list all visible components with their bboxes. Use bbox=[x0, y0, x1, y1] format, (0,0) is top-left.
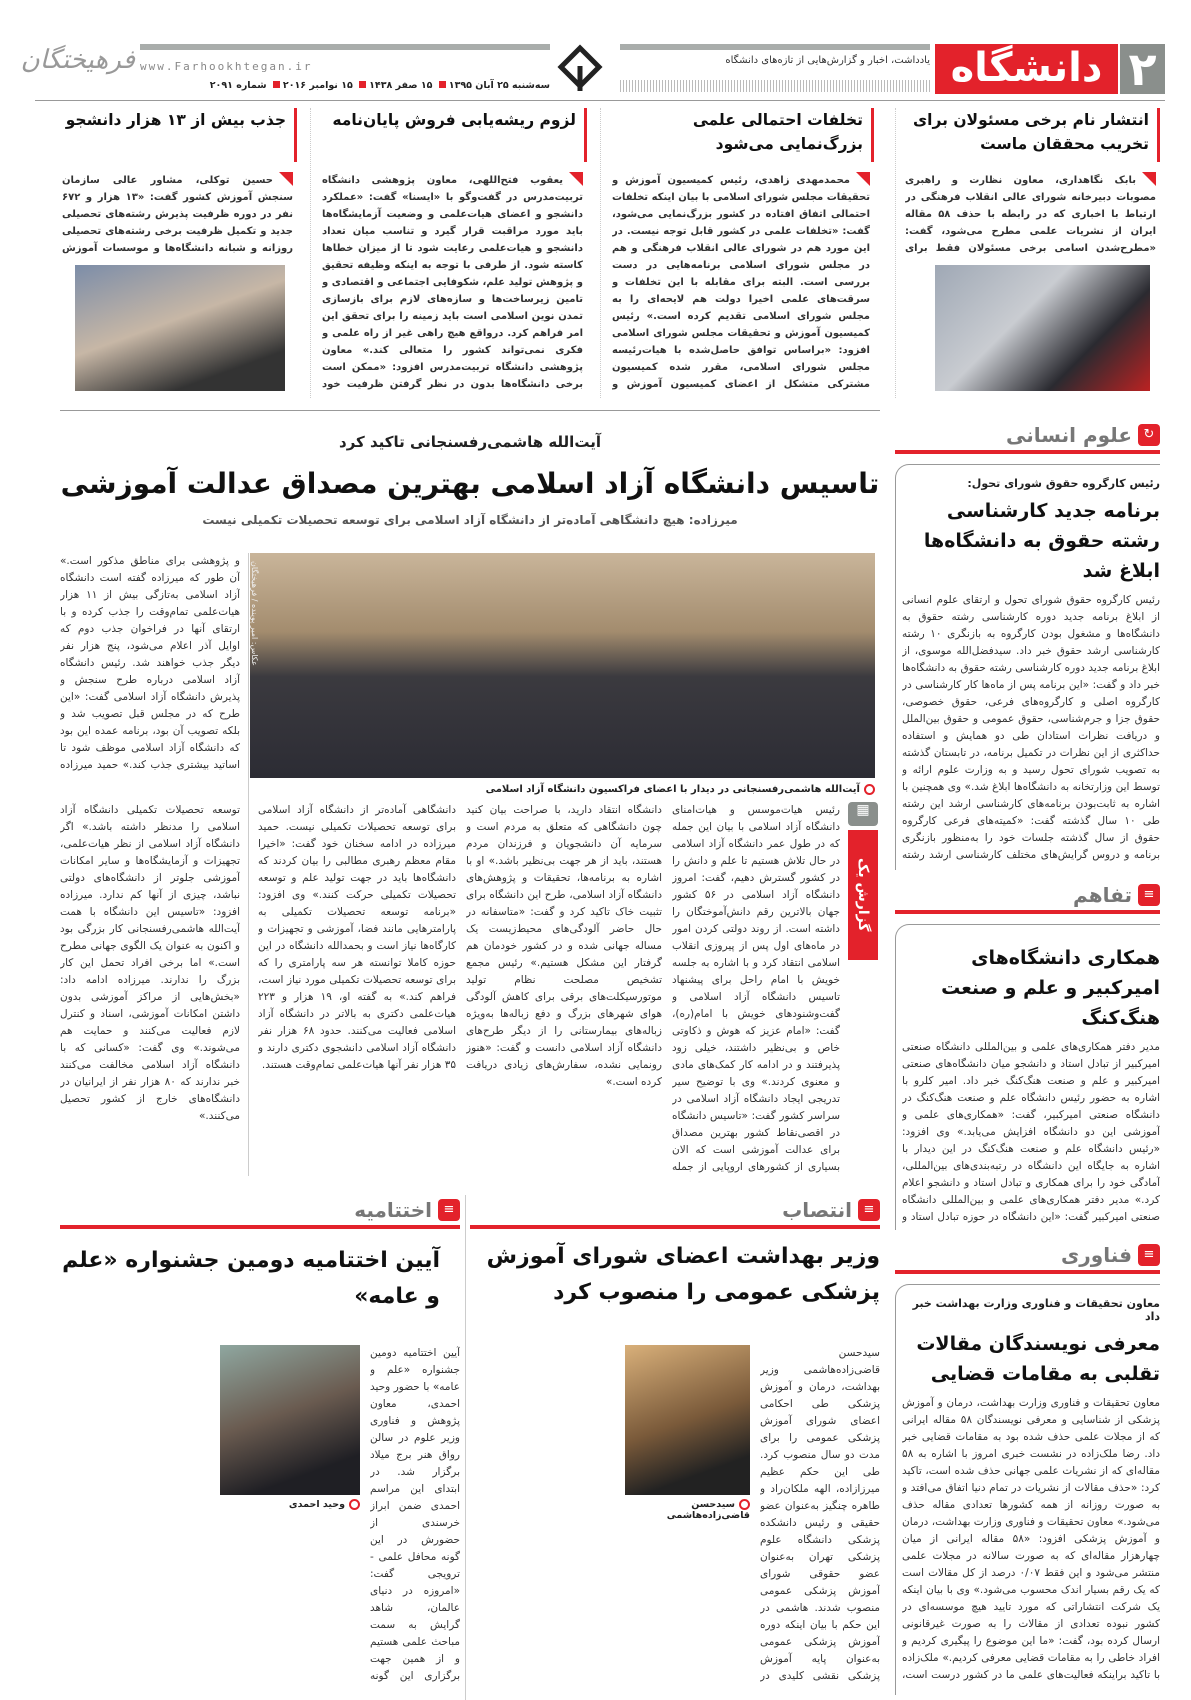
sidebar-technology bbox=[895, 1240, 1160, 1695]
top-story-title: جذب بیش از ۱۳ هزار دانشجو bbox=[62, 108, 297, 162]
header-divider bbox=[35, 100, 1165, 101]
issue-date bbox=[140, 80, 550, 91]
story-body-col1: سیدحسن قاضی‌زاده‌هاشمی وزیر بهداشت، درمان و آموزش پزشکی طی احکامی اعضای شورای آموزش پزشکی عمومی را برای مدت دو سال منصوب کرد. طی این حکم عظیم میرزازاده، الهه ملکان‌راد و طاهره چنگیز به‌عنوان عضو حقیقی و رئیس دانشکده پزشکی دانشگاه علوم پزشکی تهران به‌عنوان عضو حقوقی شورای آموزش پزشکی عمومی منصوب شدند. هاشمی در این حکم با بیان اینکه دوره آموزش پزشکی عمومی به‌عنوان پایه آموزش پزشکی نقشی کلیدی در bbox=[760, 1347, 880, 1682]
main-photo bbox=[250, 553, 875, 778]
chat-icon: ≡ bbox=[1138, 1244, 1160, 1266]
issue-number: شماره ۲۰۹۱ bbox=[209, 80, 267, 91]
top-story-lead: محمدمهدی زاهدی، رئیس کمیسیون آموزش و تحقیقات مجلس شورای اسلامی با بیان اینکه تخلفات احتمالی اتفاق افتاده در کشور بزرگ‌نمایی می‌شود، گفت: «تخلفات علمی در کشور قابل توجه نیست. در این مورد هم در شورای عالی انقلاب فرهنگی و هم در مجلس شورای اسلامی برنامه‌هایی در دست بررسی است. البته برای مقابله با این تخلفات و سرقت‌های علمی اخیرا دولت هم لایحه‌ای را به مجلس شورای اسلامی تقدیم کرده است.» رئیس کمیسیون آموزش و تحقیقات مجلس شورای اسلامی افزود: «براساس توافق حاصل‌شده با هیات‌رئیسه مجلس شورای اسلامی، مقرر شده کمیسیون مشترکی متشکل از اعضای کمیسیون آموزش و bbox=[612, 172, 874, 393]
top-story-lead: بابک نگاهداری، معاون نظارت و راهبری مصوبات دبیرخانه شورای عالی انقلاب فرهنگی در ارتباط با اخباری که در رابطه با حذف ۵۸ مقاله ایران از نشریات علمی مطرح می‌شود، گفت: «مطرح‌شدن اسامی برخی مسئولان فقط برای bbox=[905, 172, 1160, 257]
story-title: آیین اختتامیه دومین جشنواره «علم و عامه» bbox=[62, 1248, 440, 1309]
section-label: تفاهم bbox=[1073, 883, 1132, 907]
top-story-2 bbox=[612, 108, 874, 398]
story-title: وزیر بهداشت اعضای شورای آموزش پزشکی عمومی را منصوب کرد bbox=[486, 1244, 880, 1305]
section-header bbox=[470, 1195, 880, 1229]
calendar-icon: ▦ bbox=[848, 802, 878, 826]
top-story-lead: حسین توکلی، مشاور عالی سازمان سنجش آموزش کشور گفت: «۱۳ هزار و ۶۷۲ نفر در دوره ظرفیت پذیرش رشته‌های تحصیلی جدید و تکمیل ظرفیت برخی رشته‌های تحصیلی روزانه و شبانه دانشگاه‌ها و موسسات آموزش bbox=[62, 172, 297, 257]
photo-official bbox=[935, 265, 1150, 391]
photo-credit: عکاس: امیر پوینده / فرهیختگان bbox=[250, 561, 259, 666]
story-kicker: رئیس کارگروه حقوق شورای تحول: bbox=[967, 477, 1160, 490]
top-story-title: تخلفات احتمالی علمی بزرگ‌نمایی می‌شود bbox=[612, 108, 874, 162]
top-story-1 bbox=[905, 108, 1160, 398]
section-label: انتصاب bbox=[782, 1198, 852, 1222]
main-column-4: توسعه تحصیلات تکمیلی دانشگاه آزاد اسلامی را مدنظر داشته باشد.» اگر دانشگاه آزاد اسلامی از نظر هیات‌علمی، تجهیزات و آزمایشگاه‌ها و سایر امکانات آموزشی جلوتر از دانشگاه‌های دولتی نباشد، چیزی از آنها کم ندارد. میرزاده افزود: «تاسیس این دانشگاه با همت آیت‌الله هاشمی‌رفسنجانی کار بزرگی بود و اکنون به عنوان یک الگوی جهانی مطرح است.» اما برخی افراد تحمل این کار بزرگ را ندارند. میرزاده ادامه داد: «بخش‌هایی از مراکز آموزشی بدون داشتن امکانات آموزشی، اسناد و کنترل لازم فعالیت می‌کنند و حمایت هم می‌شوند.» وی گفت: «کسانی که با دانشگاه آزاد اسلامی مخالفت می‌کنند خبر ندارند که ۸۰ هزار نفر از ایرانیان در دانشگاه‌های خارج از کشور تحصیل می‌کنند.» bbox=[60, 804, 240, 1122]
emblem-icon bbox=[555, 44, 605, 94]
main-headline: تاسیس دانشگاه آزاد اسلامی بهترین مصداق عدالت آموزشی bbox=[60, 467, 880, 500]
sidebar-humanities bbox=[895, 420, 1160, 870]
photo-ahmadi bbox=[220, 1345, 360, 1495]
section-header bbox=[895, 420, 1160, 454]
story-body: آیین اختتامیه دومین جشنواره «علم و عامه» با حضور وحید احمدی، معاون پژوهش و فناوری وزیر علوم در سالن رواق هنر برج میلاد برگزار شد. در ابتدای این مراسم احمدی ضمن ابراز خرسندی از حضورش در این گونه محافل علمی - ترویجی گفت: «امروزه در دنیای عالمان، شاهد گرایش به سمت مباحث علمی هستیم و از همین جهت برگزاری این گونه bbox=[370, 1347, 460, 1682]
section-tagline: یادداشت، اخبار و گزارش‌هایی از تازه‌های دانشگاه bbox=[725, 55, 930, 66]
section-label: اختتامیه bbox=[354, 1198, 432, 1222]
refresh-icon: ↻ bbox=[1138, 424, 1160, 446]
date-hijri: ۱۵ صفر ۱۴۳۸ bbox=[369, 80, 433, 91]
top-story-4 bbox=[62, 108, 297, 398]
page-number: ۲ bbox=[1120, 44, 1165, 94]
main-subtitle: میرزاده: هیچ دانشگاهی آماده‌تر از دانشگاه آزاد اسلامی برای توسعه تحصیلات تکمیلی نیست bbox=[202, 513, 738, 527]
main-column-3: دانشگاهی آماده‌تر از دانشگاه آزاد اسلامی برای توسعه تحصیلات تکمیلی نیست. حمید میرزاده در ادامه سخنان خود گفت: «اخیرا مقام معظم رهبری مطالبی را بیان کردند که دانشگاه‌ها باید در جهت تولید علم و توسعه تحصیلات تکمیلی حرکت کنند.» وی افزود: «برنامه توسعه تحصیلات تکمیلی به پارامترهایی مانند فضا، آموزشی و تجهیزات و کارگاه‌ها نیاز است و بحمدالله دانشگاه در این حوزه کاملا توانسته هر سه پارامتری را که برای توسعه تحصیلات تکمیلی مورد نیاز است، فراهم کند.» به گفته او، ۱۹ هزار و ۲۲۳ هیات‌علمی دکتری به بالاتر در دانشگاه آزاد اسلامی فعالیت می‌کنند. حدود ۶۸ هزار نفر دانشگاه آزاد اسلامی دانشجوی دکتری دارند و ۳۵ هزار نفر آنها هیات‌علمی تمام‌وقت هستند. bbox=[258, 804, 456, 1071]
section-label: فناوری bbox=[1060, 1243, 1132, 1267]
divider bbox=[60, 410, 880, 411]
main-column-2: دانشگاه انتقاد دارید، با صراحت بیان کنید چون دانشگاهی که متعلق به مردم است و سرمایه آن دانشجویان و فرزندان مردم هستند، باید از هر جهت بی‌نظیر باشد.» او با اشاره به برنامه‌ها، تحقیقات و پژوهش‌های دانشگاه آزاد اسلامی، طرح این دانشگاه برای تثبیت خاک تاکید کرد و گفت: «متاسفانه در حال حاضر آلودگی‌های محیط‌زیست یک مساله جهانی شده و در کشور خودمان هم گرفتار این مشکل هستیم.» رئیس مجمع تشخیص مصلحت نظام تولید موتورسیکلت‌های برقی برای کاهش آلودگی هوای شهرهای بزرگ و دفع زباله‌ها به‌ویژه زباله‌های بیمارستانی را از دیگر طرح‌های دانشگاه آزاد اسلامی دانست و گفت: «هنوز رونمایی نشده، سفارش‌های زیادی دریافت کرده است.» bbox=[466, 804, 662, 1088]
header-rule-left bbox=[140, 44, 550, 50]
story-body: مدیر دفتر همکاری‌های علمی و بین‌المللی دانشگاه صنعتی امیرکبیر از تبادل استاد و دانشجو میان دانشگاه‌های صنعتی امیرکبیر و علم و صنعت هنگ‌کنگ خبر داد. امیر کلرو با اشاره به حضور رئیس دانشگاه علم و صنعت هنگ‌کنگ در دانشگاه صنعتی امیرکبیر، گفت: «همکاری‌های علمی و آموزشی این دو دانشگاه افزایش می‌یابد.» وی افزود: «رئیس دانشگاه علم و صنعت هنگ‌کنگ در این دیدار با اشاره به جایگاه این دانشگاه در رتبه‌بندی‌های بین‌المللی، آمادگی خود را برای همکاری و تبادل استاد و دانشجو اعلام کرد.» مدیر دفتر همکاری‌های علمی و بین‌المللی دانشگاه صنعتی امیرکبیر گفت: «این دانشگاه در حوزه تبادل استاد و bbox=[902, 1041, 1160, 1223]
header-stripes bbox=[620, 80, 930, 92]
appointment-story bbox=[470, 1195, 880, 1700]
date-persian: سه‌شنبه ۲۵ آبان ۱۳۹۵ bbox=[448, 80, 550, 91]
header-rule bbox=[620, 44, 930, 50]
main-column-1: رئیس هیات‌موسس و هیات‌امنای دانشگاه آزاد اسلامی با بیان این جمله که در طول عمر دانشگاه آزاد اسلامی در حال تلاش هستیم تا علم و دانش را در کشور گسترش دهیم، گفت: امروز دانشگاه آزاد اسلامی در ۵۶ کشور جهان بالاترین رقم دانش‌آموختگان را داشته است. از روند دولتی کردن امور در ماه‌های اول پس از پیروزی انقلاب اسلامی انتقاد کرد و با اشاره به جلسه خویش با امام راحل برای پیشنهاد تاسیس دانشگاه آزاد اسلامی و گفت‌وشنودهای خویش با امام(ره)، گفت: «امام عزیز که هوش و ذکاوتی خاص و بی‌نظیر داشتند، خیلی زود پذیرفتند و در ادامه کار کمک‌های مادی و معنوی کردند.» وی با توضیح سیر تدریجی ایجاد دانشگاه آزاد اسلامی در سراسر کشور گفت: «تاسیس دانشگاه در اقصی‌نقاط کشور بهترین مصداق برای عدالت آموزشی است که الان بسیاری از کشورهای اروپایی از جمله bbox=[672, 804, 840, 1173]
story-title: برنامه جدید کارشناسی رشته حقوق به دانشگاه‌ها ابلاغ شد bbox=[923, 500, 1160, 582]
main-kicker: آیت‌الله هاشمی‌رفسنجانی تاکید کرد bbox=[339, 433, 601, 451]
photo-tavakoli bbox=[75, 265, 285, 391]
story-body: رئیس کارگروه حقوق شورای تحول و ارتقای علوم انسانی از ابلاغ برنامه جدید دوره کارشناسی رشته حقوق به دانشگاه‌ها و مشغول بودن کارگروه به بازنگری ۱۰ رشته کارشناسی ارشد حقوق خبر داد. سیدفضل‌الله موسوی، از ابلاغ برنامه جدید دوره کارشناسی رشته حقوق به دانشگاه‌ها خبر داد و گفت: «این برنامه پس از ماه‌ها کار کارشناسی در کارگروه اصلی و کارگروه‌های فرعی، حقوق خصوصی، حقوق جزا و جرم‌شناسی، حقوق عمومی و حقوق بین‌الملل و دریافت نظرات استادان طی دو همایش و استفاده حداکثری از این نظرات در تکمیل برنامه، در تابستان گذشته به تصویب شورای تحول رسید و به وزارت علوم ارائه و توسط این وزارتخانه به دانشگاه‌ها ابلاغ شد.» وی همچنین با اشاره به ثابت‌بودن برنامه‌های کارشناسی ارشد این رشته طی ۱۰ سال گذشته گفت: «کمیته‌های فرعی کارگروه حقوق از سال گذشته جلسات خود را به‌منظور بازنگری برنامه و دروس گرایش‌های مختلف کارشناسی ارشد رشته bbox=[902, 594, 1160, 861]
photo-caption: وحید احمدی bbox=[220, 1499, 360, 1510]
section-header bbox=[60, 1195, 460, 1229]
masthead-logo: فرهیختگان bbox=[20, 45, 135, 75]
website-link[interactable]: www.Farhookhtegan.ir bbox=[140, 60, 313, 73]
report-label: گزارش یک bbox=[848, 830, 878, 960]
section-header bbox=[895, 880, 1160, 914]
story-kicker: معاون تحقیقات و فناوری وزارت بهداشت خبر داد bbox=[912, 1297, 1160, 1323]
section-header bbox=[895, 1240, 1160, 1274]
story-title: همکاری دانشگاه‌های امیرکبیر و علم و صنعت هنگ‌کنگ bbox=[941, 947, 1160, 1029]
chat-icon: ≡ bbox=[858, 1199, 880, 1221]
top-story-title: لزوم ریشه‌یابی فروش پایان‌نامه bbox=[322, 108, 587, 162]
section-label: علوم انسانی bbox=[1006, 423, 1132, 447]
date-gregorian: ۱۵ نوامبر ۲۰۱۶ bbox=[282, 80, 353, 91]
closing-ceremony-story bbox=[60, 1195, 460, 1700]
story-title: معرفی نویسندگان مقالات تقلبی به مقامات قضایی bbox=[916, 1333, 1160, 1385]
main-side-column: و پژوهشی برای مناطق مذکور است.» آن طور که میرزاده گفته است دانشگاه آزاد اسلامی به‌تازگی بیش از ۱۱ هزار هیات‌علمی تمام‌وقت را جذب کرده و با ارتقای آنها در فراخوان جذب دوم که اوایل آذر اعلام می‌شود، پنج هزار نفر دیگر جذب خواهند شد. رئیس دانشگاه آزاد اسلامی درباره طرح سنجش و پذیرش دانشگاه آزاد اسلامی گفت: «این طرح که در مجلس قبل تصویب شد و بلکه تصویب آن بود، برنامه عمده این بود که دانشگاه آزاد اسلامی موظف شود تا اساتید بیشتری جذب کند.» حمید میرزاده bbox=[60, 555, 240, 771]
photo-minister bbox=[625, 1345, 750, 1495]
section-logo: دانشگاه bbox=[935, 44, 1118, 94]
story-body: معاون تحقیقات و فناوری وزارت بهداشت، درمان و آموزش پزشکی از شناسایی و معرفی نویسندگان ۵۸ مقاله ایرانی که از مجلات علمی حذف شده بود به مقامات قضایی خبر داد. رضا ملک‌زاده در نشست خبری امروز با اشاره به ۵۸ مقاله‌ای که از نشریات علمی جهانی حذف شده است، تاکید کرد: «حذف مقالات از نشریات در تمام دنیا اتفاق می‌افتد و به صورت روزانه از همه کشورها تعدادی مقاله حذف می‌شود.» معاون تحقیقات و فناوری وزارت بهداشت، درمان و آموزش پزشکی افزود: «۵۸ مقاله ایرانی از میان چهارهزار مقاله‌ای که به صورت سالانه در مجلات علمی منتشر می‌شود و این فقط ۰/۰۷ درصد از کل مقالات است که یک رقم بسیار اندک محسوب می‌شود.» وی با بیان اینکه یک شرکت انتشاراتی که مورد تایید هیچ موسسه‌ای در کشور نبوده تعدادی از مقالات را به صورت غیرقانونی ارسال کرده بود، گفت: «ما این موضوع را پیگیری کردیم و افراد خاطی را به مقامات قضایی معرفی کردیم.» ملک‌زاده با تاکید براینکه فعالیت‌های علمی ما در کشور درست است، bbox=[902, 1397, 1160, 1681]
top-story-3 bbox=[322, 108, 587, 398]
chat-icon: ≡ bbox=[438, 1199, 460, 1221]
chat-icon: ≡ bbox=[1138, 884, 1160, 906]
photo-caption: آیت‌الله هاشمی‌رفسنجانی در دیدار با اعضای فراکسیون دانشگاه آزاد اسلامی bbox=[250, 783, 875, 796]
sidebar-agreement bbox=[895, 880, 1160, 1230]
top-story-lead: یعقوب فتح‌اللهی، معاون پژوهشی دانشگاه تربیت‌مدرس در گفت‌وگو با «ایسنا» گفت: «عملکرد دانشجو و اعضای هیات‌علمی و وضعیت آزمایشگاه‌ها باید مورد مراقبت قرار گیرد و تناسب میان تعداد دانشجو و هیات‌علمی رعایت شود تا از میزان خطاها کاسته شود. از طرفی با توجه به اینکه وظیفه تحقیق و پژوهش تولید علم، شکوفایی اجتماعی و اقتصادی و تامین زیرساخت‌ها و سازه‌های لازم برای بازسازی تمدن نوین اسلامی است باید زمینه را برای تحقق این امر فراهم کرد. درواقع هیچ راهی غیر از راه علمی و فکری نمی‌تواند کشور را متعالی کند.» معاون پژوهشی دانشگاه تربیت‌مدرس افزود: «ممکن است برخی دانشگاه‌ها بدون در نظر گرفتن ظرفیت خود bbox=[322, 172, 587, 393]
top-story-title: انتشار نام برخی مسئولان برای تخریب محققان ماست bbox=[905, 108, 1160, 162]
photo-caption: سیدحسن قاضی‌زاده‌هاشمی bbox=[666, 1499, 750, 1521]
